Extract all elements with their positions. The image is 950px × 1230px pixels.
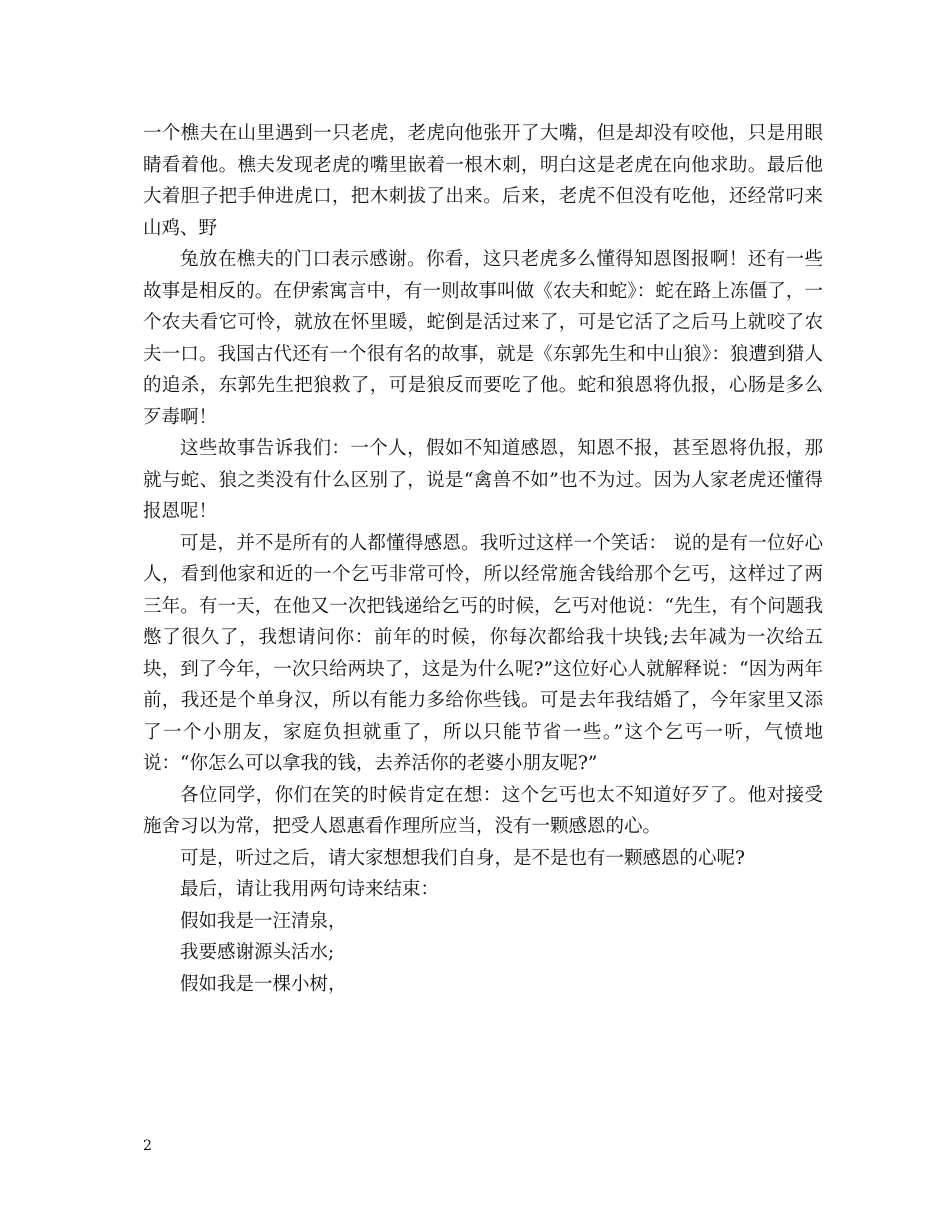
- paragraph-4: 可是，并不是所有的人都懂得感恩。我听过这样一个笑话： 说的是有一位好心人，看到他家和近的一个乞丐非常可怜，所以经常施舍钱给那个乞丐，这样过了两三年。有一天，在他又一次把钱递给乞丐的时候，乞丐对他说：“先生，有个问题我憋了很久了，我想请问你：前年的时候，你每次都给我十块钱;去年减为一次给五块，到了今年，一次只给两块了，这是为什么呢?”这位好心人就解释说：“因为两年前，我还是个单身汉，所以有能力多给你些钱。可是去年我结婚了，今年家里又添了一个小朋友，家庭负担就重了，所以只能节省一些。”这个乞丐一听，气愤地说：“你怎么可以拿我的钱，去养活你的老婆小朋友呢?”: [143, 532, 823, 774]
- paragraph-6: 可是，听过之后，请大家想想我们自身，是不是也有一颗感恩的心呢?: [180, 847, 745, 869]
- page-number: 2: [143, 1138, 152, 1154]
- paragraph-5: 各位同学，你们在笑的时候肯定在想：这个乞丐也太不知道好歹了。他对接受施舍习以为常，把受人恩惠看作理所应当，没有一颗感恩的心。: [143, 784, 823, 837]
- poem-line-2: 我要感谢源头活水;: [180, 942, 335, 963]
- paragraph-2: 兔放在樵夫的门口表示感谢。你看，这只老虎多么懂得知恩图报啊！还有一些故事是相反的。在伊索寓言中，有一则故事叫做《农夫和蛇》：蛇在路上冻僵了，一个农夫看它可怜，就放在怀里暖，蛇倒是活过来了，可是它活了之后马上就咬了农夫一口。我国古代还有一个很有名的故事，就是《东郭先生和中山狼》：狼遭到猎人的追杀，东郭先生把狼救了，可是狼反而要吃了他。蛇和狼恩将仇报，心肠是多么歹毒啊！: [143, 249, 823, 428]
- paragraph-1: 一个樵夫在山里遇到一只老虎，老虎向他张开了大嘴，但是却没有咬他，只是用眼睛看着他。樵夫发现老虎的嘴里嵌着一根木刺，明白这是老虎在向他求助。最后他大着胆子把手伸进虎口，把木刺拔了出来。后来，老虎不但没有吃他，还经常叼来山鸡、野: [143, 123, 823, 239]
- paragraph-7: 最后，请让我用两句诗来结束：: [180, 879, 440, 900]
- poem-line-3: 假如我是一棵小树，: [180, 973, 347, 995]
- poem-line-1: 假如我是一汪清泉，: [180, 910, 347, 932]
- document-body: [143, 118, 823, 1000]
- paragraph-3: 这些故事告诉我们：一个人，假如不知道感恩，知恩不报，甚至恩将仇报，那就与蛇、狼之类没有什么区别了，说是“禽兽不如”也不为过。因为人家老虎还懂得报恩呢！: [143, 438, 823, 522]
